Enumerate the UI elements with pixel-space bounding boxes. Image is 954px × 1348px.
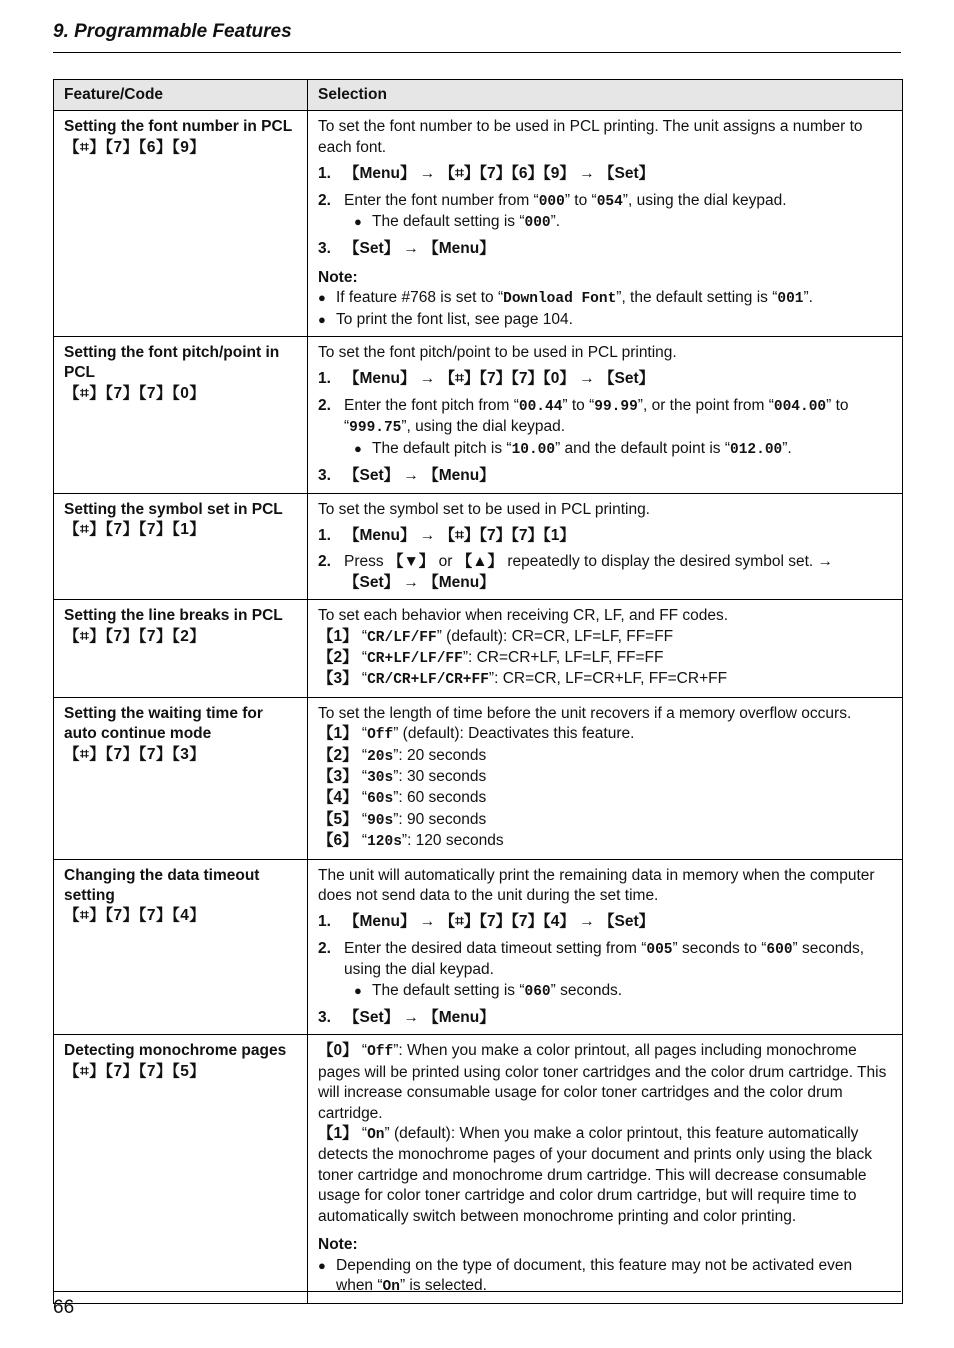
option-item: 【3】 “CR/CR+LF/CR+FF”: CR=CR, LF=CR+LF, FF=CR+FF — [318, 670, 728, 689]
step-2: 2. Enter the font pitch from “00.44” to “99.99”, or the point from “004.00” to “999.75”, using the dial keypad. ● The default pitch is “10.00” and the default point is “012.00”. — [318, 396, 892, 460]
step-1: 1. 【Menu】 → 【⌗】【7】【7】【0】 → 【Set】 — [318, 369, 892, 389]
set-menu-keys: → 【Set】 → 【Menu】 — [344, 553, 834, 591]
step-2: 2. Enter the font number from “000” to “054”, using the dial keypad. ● The default setting is “000”. — [318, 191, 892, 234]
feature-code: 【⌗】【7】【7】【3】 — [64, 745, 206, 763]
feature-name: Setting the font pitch/point in PCL — [64, 344, 280, 382]
step-3: 3. 【Set】 → 【Menu】 — [318, 239, 892, 259]
feature-name: Setting the font number in PCL — [64, 118, 293, 136]
column-header-feature: Feature/Code — [54, 80, 308, 111]
option-item: 【2】 “20s”: 20 seconds — [318, 746, 487, 765]
feature-description: To set the font pitch/point to be used in PCL printing. — [318, 344, 677, 362]
table-row-line-breaks — [54, 600, 903, 698]
step-3-keys: 【Set】 → 【Menu】 — [344, 240, 495, 258]
feature-code: 【⌗】【7】【7】【5】 — [64, 1062, 206, 1080]
feature-cell — [54, 697, 308, 859]
note-label: Note: — [318, 268, 358, 286]
step-1: 1. 【Menu】 → 【⌗】【7】【7】【1】 — [318, 526, 892, 546]
feature-name: Setting the symbol set in PCL — [64, 500, 283, 518]
option-item: 【6】 “120s”: 120 seconds — [318, 832, 504, 851]
feature-description: To set the length of time before the unit recovers if a memory overflow occurs. — [318, 704, 852, 722]
feature-description: The unit will automatically print the remaining data in memory when the computer does not send data to the unit during the set time. — [318, 866, 875, 904]
feature-description: To set each behavior when receiving CR, LF, and FF codes. — [318, 607, 729, 625]
option-item: 【1】 “CR/LF/FF” (default): CR=CR, LF=LF, FF=FF — [318, 627, 674, 646]
selection-cell — [308, 697, 903, 859]
feature-code: 【⌗】【7】【6】【9】 — [64, 138, 206, 156]
bullet-icon: ● — [354, 440, 362, 456]
feature-cell — [54, 111, 308, 337]
page-header-title: 9. Programmable Features — [53, 21, 292, 42]
feature-name: Setting the line breaks in PCL — [64, 607, 283, 625]
note-item: ● To print the font list, see page 104. — [318, 310, 892, 330]
step-1: 1. 【Menu】 → 【⌗】【7】【7】【4】 → 【Set】 — [318, 912, 892, 932]
feature-name: Changing the data timeout setting — [64, 866, 260, 904]
step-1-keys: 【Menu】 → 【⌗】【7】【7】【1】 — [344, 526, 575, 544]
selection-cell — [308, 111, 903, 337]
table-header-row — [54, 80, 903, 111]
feature-code: 【⌗】【7】【7】【0】 — [64, 384, 206, 402]
selection-cell — [308, 1035, 903, 1304]
option-item: 【0】 “Off”: When you make a color printout, all pages including monochrome pages will be printed using color toner cartridges and the color drum cartridge. This will increase consumable usage for color toner cartridges and the color drum cartridge. — [318, 1042, 887, 1122]
page-number: 66 — [53, 1297, 75, 1318]
feature-code: 【⌗】【7】【7】【4】 — [64, 907, 206, 925]
step-3-keys: 【Set】 → 【Menu】 — [344, 1009, 495, 1027]
step-1-keys: 【Menu】 → 【⌗】【7】【6】【9】 → 【Set】 — [344, 165, 655, 183]
step-3-keys: 【Set】 → 【Menu】 — [344, 467, 495, 485]
option-item: 【4】 “60s”: 60 seconds — [318, 789, 487, 808]
features-table — [53, 79, 903, 1304]
up-key: 【▲】 — [456, 553, 504, 571]
bullet-icon: ● — [354, 982, 362, 998]
bullet-icon: ● — [318, 311, 326, 327]
selection-cell — [308, 600, 903, 698]
note-label: Note: — [318, 1236, 358, 1254]
feature-name: Detecting monochrome pages — [64, 1042, 287, 1060]
option-item: 【1】 “Off” (default): Deactivates this feature. — [318, 725, 635, 744]
bullet-item: ● The default setting is “000”. — [344, 212, 892, 233]
feature-cell — [54, 1035, 308, 1304]
note-item: ● Depending on the type of document, this feature may not be activated even when “On” is selected. — [318, 1256, 892, 1298]
table-row-data-timeout — [54, 859, 903, 1035]
column-header-selection: Selection — [308, 80, 903, 111]
bullet-icon: ● — [354, 214, 362, 230]
header-divider — [53, 52, 901, 53]
feature-cell — [54, 493, 308, 600]
feature-cell — [54, 600, 308, 698]
step-2: 2. Enter the desired data timeout setting from “005” seconds to “600” seconds, using the dial keypad. ● The default setting is “060” seconds. — [318, 939, 892, 1002]
table-row-monochrome — [54, 1035, 903, 1304]
feature-name: Setting the waiting time for auto continue mode — [64, 704, 263, 743]
bullet-item: ● The default setting is “060” seconds. — [344, 981, 892, 1002]
table-row-font-pitch — [54, 337, 903, 493]
feature-cell — [54, 337, 308, 493]
option-item: 【5】 “90s”: 90 seconds — [318, 810, 487, 829]
down-key: 【▼】 — [387, 553, 435, 571]
step-1-keys: 【Menu】 → 【⌗】【7】【7】【0】 → 【Set】 — [344, 370, 655, 388]
feature-cell — [54, 859, 308, 1035]
step-2: 2. Press 【▼】 or 【▲】 repeatedly to display the desired symbol set. → 【Set】 → 【Menu】 — [318, 553, 834, 591]
step-1: 1. 【Menu】 → 【⌗】【7】【6】【9】 → 【Set】 — [318, 164, 892, 184]
footer-divider — [53, 1291, 901, 1292]
selection-cell — [308, 337, 903, 493]
feature-code: 【⌗】【7】【7】【1】 — [64, 520, 206, 538]
step-1-keys: 【Menu】 → 【⌗】【7】【7】【4】 → 【Set】 — [344, 913, 655, 931]
option-item: 【3】 “30s”: 30 seconds — [318, 767, 487, 786]
bullet-icon: ● — [318, 290, 326, 306]
table-row-font-number — [54, 111, 903, 337]
selection-cell — [308, 859, 903, 1035]
selection-cell — [308, 493, 903, 600]
feature-description: To set the symbol set to be used in PCL printing. — [318, 500, 650, 518]
table-row-waiting-time — [54, 697, 903, 859]
table-row-symbol-set — [54, 493, 903, 600]
bullet-item: ● The default pitch is “10.00” and the default point is “012.00”. — [344, 439, 892, 460]
feature-description: To set the font number to be used in PCL printing. The unit assigns a number to each font. — [318, 118, 863, 156]
step-3: 3. 【Set】 → 【Menu】 — [318, 466, 892, 486]
option-item: 【2】 “CR+LF/LF/FF”: CR=CR+LF, LF=LF, FF=FF — [318, 648, 664, 667]
step-3: 3. 【Set】 → 【Menu】 — [318, 1008, 892, 1028]
note-item: ● If feature #768 is set to “Download Font”, the default setting is “001”. — [318, 288, 892, 309]
feature-code: 【⌗】【7】【7】【2】 — [64, 627, 206, 645]
option-item: 【1】 “On” (default): When you make a color printout, this feature automatically detects the monochrome pages of your document and prints only using the black toner cartridge and monochrome drum cartridge. This will decrease consumable usage for color toner cartridge and color drum cartridge, but will require time to automatically switch between monochrome printing and color printing. — [318, 1125, 873, 1225]
bullet-icon: ● — [318, 1257, 326, 1273]
